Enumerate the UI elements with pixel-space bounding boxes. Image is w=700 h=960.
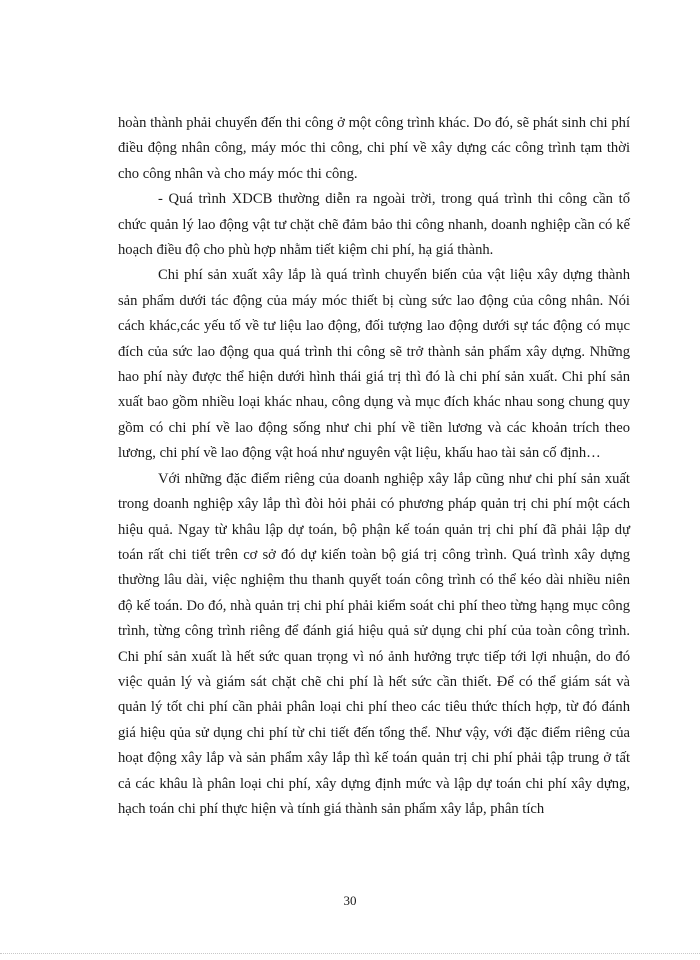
paragraph-production-cost: Chi phí sản xuất xây lắp là quá trình chuyển biến của vật liệu xây dựng thành sản phẩm dưới tác động của máy móc thiết bị cùng sức lao động của công nhân. Nói cách khác,các yếu tố về tư liệu lao động, đối tượng lao động dưới sự tác động có mục đích của sức lao động qua quá trình thi công sẽ trở thành sản phẩm xây dựng. Những hao phí này được thể hiện dưới hình thái giá trị thì đó là chi phí sản xuất. Chi phí sản xuất bao gồm nhiều loại khác nhau, công dụng và mục đích khác nhau song chung quy gồm có chi phí về lao động sống như chi phí về tiền lương và các khoản trích theo lương, chi phí về lao động vật hoá như nguyên vật liệu, khấu hao tài sản cố định… bbox=[118, 267, 630, 462]
body-text bbox=[118, 111, 630, 822]
page-number: 30 bbox=[343, 893, 357, 908]
paragraph-continuation: hoàn thành phải chuyển đến thi công ở một công trình khác. Do đó, sẽ phát sinh chi phí điều động nhân công, máy móc thi công, chi phí về xây dựng các công trình tạm thời cho công nhân và cho máy móc thi công. bbox=[118, 115, 630, 182]
paragraph-xdcb-outdoor: - Quá trình XDCB thường diễn ra ngoài trời, trong quá trình thi công cần tổ chức quản lý lao động vật tư chặt chẽ đảm bảo thi công nhanh, doanh nghiệp cần có kế hoạch điều độ cho phù hợp nhằm tiết kiệm chi phí, hạ giá thành. bbox=[118, 191, 630, 259]
paragraph-cost-management: Với những đặc điểm riêng của doanh nghiệp xây lắp cũng như chi phí sản xuất trong doanh nghiệp xây lắp thì đòi hỏi phải có phương pháp quản trị chi phí một cách hiệu quả. Ngay từ khâu lập dự toán, bộ phận kế toán quản trị chi phí đã phải lập dự toán rất chi tiết trên cơ sở đó dự kiến toàn bộ giá trị công trình. Quá trình xây dựng thường lâu dài, việc nghiệm thu thanh quyết toán công trình có thể kéo dài nhiều niên độ kế toán. Do đó, nhà quản trị chi phí phải kiểm soát chi phí theo từng hạng mục công trình, từng công trình riêng để đánh giá hiệu quả sử dụng chi phí của toàn công trình. Chi phí sản xuất là hết sức quan trọng vì nó ảnh hưởng trực tiếp tới lợi nhuận, do đó việc quản lý và giám sát chặt chẽ chi phí là hết sức cần thiết. Để có thể giám sát và quản lý tốt chi phí cần phải phân loại chi phí theo các tiêu thức thích hợp, từ đó đánh giá hiệu qủa sử dụng chi phí từ chi tiết đến tổng thể. Như vậy, với đặc điểm riêng của hoạt động xây lắp và sản phẩm xây lắp thì kế toán quản trị chi phí phải tập trung ở tất cả các khâu là phân loại chi phí, xây dựng định mức và lập dự toán chi phí xây dựng, hạch toán chi phí thực hiện và tính giá thành sản phẩm xây lắp, phân tích bbox=[118, 470, 630, 817]
page-bottom-edge bbox=[0, 953, 700, 954]
